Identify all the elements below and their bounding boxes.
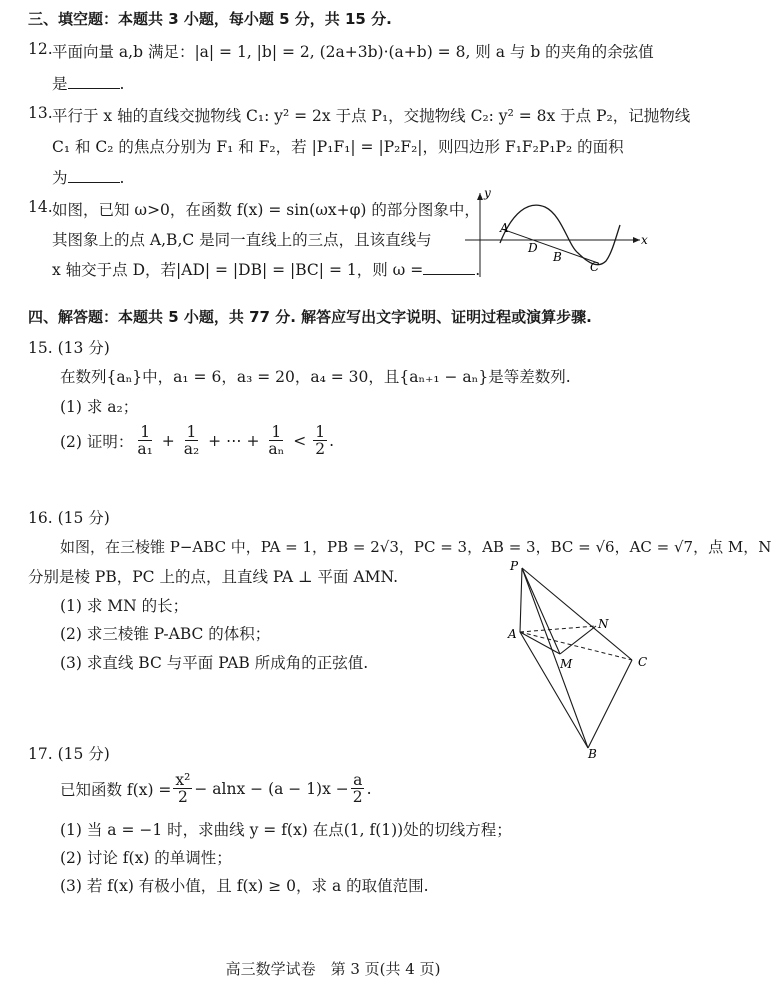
q17-part2: (2) 讨论 f(x) 的单调性； [60, 849, 232, 867]
fraction-x2-over-2: $\frac{\text{x²}}{2}$ [175, 771, 191, 807]
q15-dots: + ⋯ + [208, 431, 260, 450]
q15-part2: (2) 证明： $\frac{1}{\text{a₁}}$ + $\frac{1}{\text{a₂}}$ + ⋯ + $\frac{1}{\text{aₙ}}$ < $\frac{1}{2}$ . [60, 423, 335, 459]
q13-line3 [52, 166, 124, 188]
q13-line3-suffix: . [119, 169, 125, 187]
q15-part2-prefix: (2) 证明： [60, 432, 134, 451]
fraction-1-over-a2: $\frac{1}{\text{a₂}}$ [183, 423, 200, 459]
q16-part2: (2) 求三棱锥 P-ABC 的体积； [60, 625, 271, 643]
fraction-a-over-2: $\frac{a}{2}$ [352, 771, 363, 807]
x-label: x [641, 233, 648, 247]
q17-part3: (3) 若 f(x) 有极小值，且 f(x) ≥ 0，求 a 的取值范围. [60, 877, 429, 895]
q13-line2: C₁ 和 C₂ 的焦点分别为 F₁ 和 F₂，若 |P₁F₁| = |P₂F₂|，则四边形 F₁F₂P₁P₂ 的面积 [52, 138, 624, 156]
q13-number: 13. [28, 104, 53, 122]
q14-line3-suffix: . [475, 261, 481, 279]
q12-line1: 平面向量 a,b 满足：|a| = 1, |b| = 2, (2a+3b)·(a+b) = 8, 则 a 与 b 的夹角的余弦值 [52, 43, 654, 61]
q14-number: 14. [28, 198, 53, 216]
q13-line1: 平行于 x 轴的直线交抛物线 C₁: y² = 2x 于点 P₁，交抛物线 C₂: y² = 8x 于点 P₂，记抛物线 [52, 107, 691, 125]
section-3-heading: 三、填空题：本题共 3 小题，每小题 5 分，共 15 分. [28, 10, 392, 28]
q16-line2: 分别是棱 PB，PC 上的点，且直线 PA ⊥ 平面 AMN. [28, 568, 399, 586]
point-D-label: D [528, 241, 538, 255]
q14-line2: 其图象上的点 A,B,C 是同一直线上的三点，且该直线与 [52, 231, 432, 249]
edge-BC [588, 660, 632, 748]
q15-number: 15. (13 分) [28, 339, 110, 357]
vertex-B-label: B [588, 747, 597, 761]
section-4-heading: 四、解答题：本题共 5 小题，共 77 分. 解答应写出文字说明、证明过程或演算步骤. [28, 308, 592, 326]
y-axis-arrow [477, 193, 483, 200]
point-N-label: N [598, 617, 609, 631]
q14-line3 [52, 258, 480, 280]
fraction-1-over-2: $\frac{1}{2}$ [315, 423, 326, 459]
q12-line2-suffix: . [119, 75, 125, 93]
q14-sine-graph [460, 185, 650, 280]
q15-less-than: < [293, 431, 307, 450]
q16-part3: (3) 求直线 BC 与平面 PAB 所成角的正弦值. [60, 654, 369, 672]
q12-line2-prefix: 是 [52, 75, 68, 93]
answer-blank[interactable] [68, 167, 120, 184]
x-axis-arrow [633, 237, 640, 243]
q17-stem-middle: − alnx − (a − 1)x − [194, 779, 349, 798]
q17-part1: (1) 当 a = −1 时，求曲线 y = f(x) 在点(1, f(1))处的切线方程； [60, 821, 512, 839]
q17-number: 17. (15 分) [28, 745, 110, 763]
page-footer: 高三数学试卷 第 3 页(共 4 页) [225, 960, 441, 978]
point-C-label: C [590, 260, 600, 274]
q14-line3-prefix: x 轴交于点 D，若|AD| = |DB| = |BC| = 1，则 ω = [52, 261, 424, 279]
q17-stem: 已知函数 f(x) = $\frac{\text{x²}}{2}$ − alnx − (a − 1)x − $\frac{a}{2}$ . [60, 771, 372, 807]
q16-number: 16. (15 分) [28, 509, 110, 527]
vertex-P-label: P [510, 559, 519, 573]
q15-stem: 在数列{aₙ}中，a₁ = 6，a₃ = 20，a₄ = 30，且{aₙ₊₁ − aₙ}是等差数列. [60, 368, 571, 386]
q13-line3-prefix: 为 [52, 169, 68, 187]
q17-stem-prefix: 已知函数 f(x) = [60, 780, 172, 799]
q12-number: 12. [28, 40, 53, 58]
fraction-1-over-a1: $\frac{1}{\text{a₁}}$ [137, 423, 153, 459]
y-label: y [484, 186, 491, 200]
line-ADBC [502, 229, 598, 263]
edge-AB [520, 632, 588, 748]
q14-line1: 如图，已知 ω>0，在函数 f(x) = sin(ωx+φ) 的部分图象中， [52, 201, 480, 219]
vertex-C-label: C [638, 655, 648, 669]
answer-blank[interactable] [68, 73, 120, 90]
edge-PM [522, 568, 560, 654]
q15-part1: (1) 求 a₂； [60, 398, 139, 416]
point-M-label: M [560, 657, 573, 671]
q12-line2 [52, 72, 124, 94]
edge-PA [520, 568, 522, 632]
q16-part1: (1) 求 MN 的长； [60, 597, 189, 615]
vertex-A-label: A [508, 627, 517, 641]
point-B-label: B [553, 250, 562, 264]
fraction-1-over-an: $\frac{1}{\text{aₙ}}$ [268, 423, 285, 459]
point-A-label: A [500, 221, 509, 235]
edge-AN-hidden [520, 626, 596, 632]
q16-line1: 如图，在三棱锥 P−ABC 中，PA = 1，PB = 2√3，PC = 3，AB = 3，BC = √6，AC = √7，点 M，N [60, 538, 771, 556]
q16-tetrahedron-figure [500, 560, 660, 760]
